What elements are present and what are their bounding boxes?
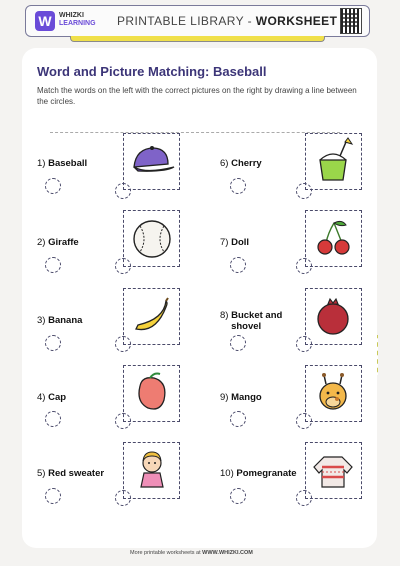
picture-frame-7 <box>305 210 362 267</box>
whizki-logo-icon: W <box>35 11 55 31</box>
picture-6-circle[interactable] <box>296 183 312 199</box>
picture-frame-5 <box>123 442 180 499</box>
footer-link[interactable]: WWW.WHIZKI.COM <box>202 550 253 556</box>
picture-5-circle[interactable] <box>115 490 131 506</box>
divider <box>50 132 340 133</box>
picture-10-circle[interactable] <box>296 490 312 506</box>
item-2-label: 2) Giraffe <box>37 237 79 248</box>
sweater-icon <box>306 443 361 498</box>
footer-text: More printable worksheets at WWW.WHIZKI.COM <box>130 550 253 556</box>
header-title-light: PRINTABLE LIBRARY - <box>117 14 256 28</box>
picture-9-circle[interactable] <box>296 413 312 429</box>
picture-1-circle[interactable] <box>115 183 131 199</box>
item-2-word-circle[interactable] <box>45 257 61 273</box>
item-7-label: 7) Doll <box>220 237 250 248</box>
picture-3-circle[interactable] <box>115 336 131 352</box>
item-10-word-circle[interactable] <box>230 488 246 504</box>
item-3-label: 3) Banana <box>37 315 83 326</box>
picture-frame-1 <box>123 133 180 190</box>
bucket-shovel-icon <box>306 134 361 189</box>
worksheet-title: Word and Picture Matching: Baseball <box>37 64 267 79</box>
item-7-word-circle[interactable] <box>230 257 246 273</box>
header-title-bold: WORKSHEET <box>255 14 338 28</box>
item-1-label: 1) Baseball <box>37 158 88 169</box>
logo-text <box>59 12 96 28</box>
item-4-label: 4) Cap <box>37 392 67 403</box>
logo-line2: LEARNING <box>59 20 96 27</box>
item-5-word-circle[interactable] <box>45 488 61 504</box>
logo-line1: WHIZKI <box>59 12 84 19</box>
cherry-icon <box>306 211 361 266</box>
qr-code-icon <box>340 8 362 34</box>
giraffe-icon <box>306 366 361 421</box>
picture-8-circle[interactable] <box>296 336 312 352</box>
doll-icon <box>124 443 179 498</box>
picture-frame-2 <box>123 210 180 267</box>
picture-frame-8 <box>305 288 362 345</box>
picture-2-circle[interactable] <box>115 258 131 274</box>
cap-icon <box>124 134 179 189</box>
item-6-label: 6) Cherry <box>220 158 262 169</box>
item-8-label: 8) Bucket and shovel <box>220 310 283 332</box>
item-1-word-circle[interactable] <box>45 178 61 194</box>
mango-icon <box>124 366 179 421</box>
item-6-word-circle[interactable] <box>230 178 246 194</box>
picture-7-circle[interactable] <box>296 258 312 274</box>
item-3-word-circle[interactable] <box>45 335 61 351</box>
item-5-label: 5) Red sweater <box>37 468 105 479</box>
item-8-word-circle[interactable] <box>230 335 246 351</box>
header-tab <box>70 36 325 42</box>
item-9-word-circle[interactable] <box>230 411 246 427</box>
item-10-label: 10) Pomegranate <box>220 468 297 479</box>
pomegranate-icon <box>306 289 361 344</box>
banana-icon <box>124 289 179 344</box>
baseball-icon <box>124 211 179 266</box>
picture-4-circle[interactable] <box>115 413 131 429</box>
picture-frame-3 <box>123 288 180 345</box>
item-4-word-circle[interactable] <box>45 411 61 427</box>
picture-frame-10 <box>305 442 362 499</box>
picture-frame-6 <box>305 133 362 190</box>
picture-frame-4 <box>123 365 180 422</box>
worksheet-instructions: Match the words on the left with the correct pictures on the right by drawing a line between the circles. <box>37 86 357 106</box>
picture-frame-9 <box>305 365 362 422</box>
item-9-label: 9) Mango <box>220 392 262 403</box>
header-title <box>117 14 337 28</box>
